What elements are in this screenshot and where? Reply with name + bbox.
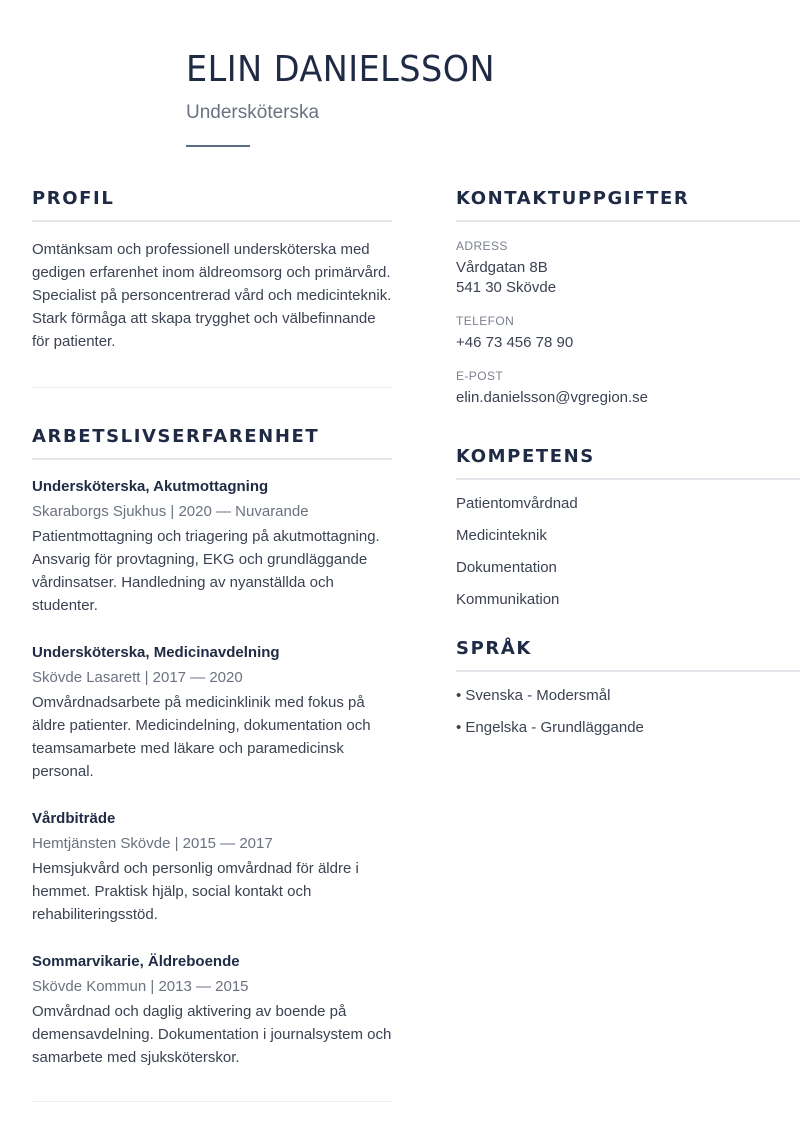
skill-item: Patientomvårdnad	[456, 495, 578, 512]
job-title: Vårdbiträde	[32, 810, 116, 827]
job-description: Patientmottagning och triagering på akutmottagning. Ansvarig för provtagning, EKG och grundläggande vårdinsatser. Handledning av nyanställda och studenter.	[32, 528, 380, 614]
job-employer-dates: Hemtjänsten Skövde | 2015 — 2017	[32, 835, 273, 852]
job-title: Undersköterska, Medicinavdelning	[32, 644, 280, 661]
skills-heading: KOMPETENS	[456, 442, 800, 480]
address-line-2: 541 30 Skövde	[456, 279, 557, 296]
right-column	[456, 184, 800, 750]
address-value	[456, 258, 800, 298]
job-entry	[32, 476, 392, 617]
language-item: • Svenska - Modersmål	[456, 687, 611, 704]
job-employer-dates: Skövde Kommun | 2013 — 2015	[32, 978, 249, 995]
section-divider	[32, 1101, 392, 1102]
languages-list	[456, 686, 800, 738]
job-entry	[32, 642, 392, 783]
job-title: Sommarvikarie, Äldreboende	[32, 953, 240, 970]
job-employer-dates: Skaraborgs Sjukhus | 2020 — Nuvarande	[32, 503, 309, 520]
address-line-1: Vårdgatan 8B	[456, 259, 548, 276]
job-description: Omvårdnadsarbete på medicinklinik med fokus på äldre patienter. Medicindelning, dokumentation och teamsamarbete med läkare och paramedicinsk personal.	[32, 694, 371, 780]
skills-list	[456, 494, 800, 610]
email-label: E-POST	[456, 369, 504, 383]
contact-section	[456, 184, 800, 408]
resume-header	[186, 46, 518, 147]
job-employer-dates: Skövde Lasarett | 2017 — 2020	[32, 669, 243, 686]
language-item: • Engelska - Grundläggande	[456, 719, 644, 736]
job-entry	[32, 808, 392, 926]
job-description: Omvårdnad och daglig aktivering av boende på demensavdelning. Dokumentation i journalsystem och samarbete med sjuksköterskor.	[32, 1003, 392, 1066]
profile-section	[32, 184, 392, 388]
section-divider	[32, 387, 392, 388]
skill-item: Medicinteknik	[456, 527, 547, 544]
phone-label: TELEFON	[456, 314, 515, 328]
job-title: Undersköterska, Akutmottagning	[32, 478, 269, 495]
header-divider	[186, 145, 250, 147]
profile-heading: PROFIL	[32, 184, 392, 222]
address-label: ADRESS	[456, 239, 508, 253]
person-name: ELIN DANIELSSON	[186, 49, 496, 90]
languages-section	[456, 634, 800, 738]
left-column	[32, 184, 392, 1102]
experience-section	[32, 422, 392, 1102]
contact-email	[456, 368, 800, 408]
contact-phone	[456, 313, 800, 353]
skill-item: Kommunikation	[456, 591, 560, 608]
job-entry	[32, 951, 392, 1069]
profile-text: Omtänksam och professionell undersköterska med gedigen erfarenhet inom äldreomsorg och primärvård. Specialist på personcentrerad vård och medicinteknik. Stark förmåga att skapa trygghet och välbefinnande för patienter.	[32, 241, 392, 350]
contact-address	[456, 238, 800, 298]
skill-item: Dokumentation	[456, 559, 557, 576]
contact-details	[456, 238, 800, 408]
contact-heading: KONTAKTUPPGIFTER	[456, 184, 800, 222]
phone-value[interactable]: +46 73 456 78 90	[456, 334, 574, 351]
experience-heading: ARBETSLIVSERFARENHET	[32, 422, 392, 460]
languages-heading: SPRÅK	[456, 634, 800, 672]
job-description: Hemsjukvård och personlig omvårdnad för äldre i hemmet. Praktisk hjälp, social kontakt och rehabiliteringsstöd.	[32, 860, 359, 923]
job-title-subtitle: Undersköterska	[186, 102, 320, 123]
skills-section	[456, 442, 800, 610]
email-value[interactable]: elin.danielsson@vgregion.se	[456, 389, 649, 406]
